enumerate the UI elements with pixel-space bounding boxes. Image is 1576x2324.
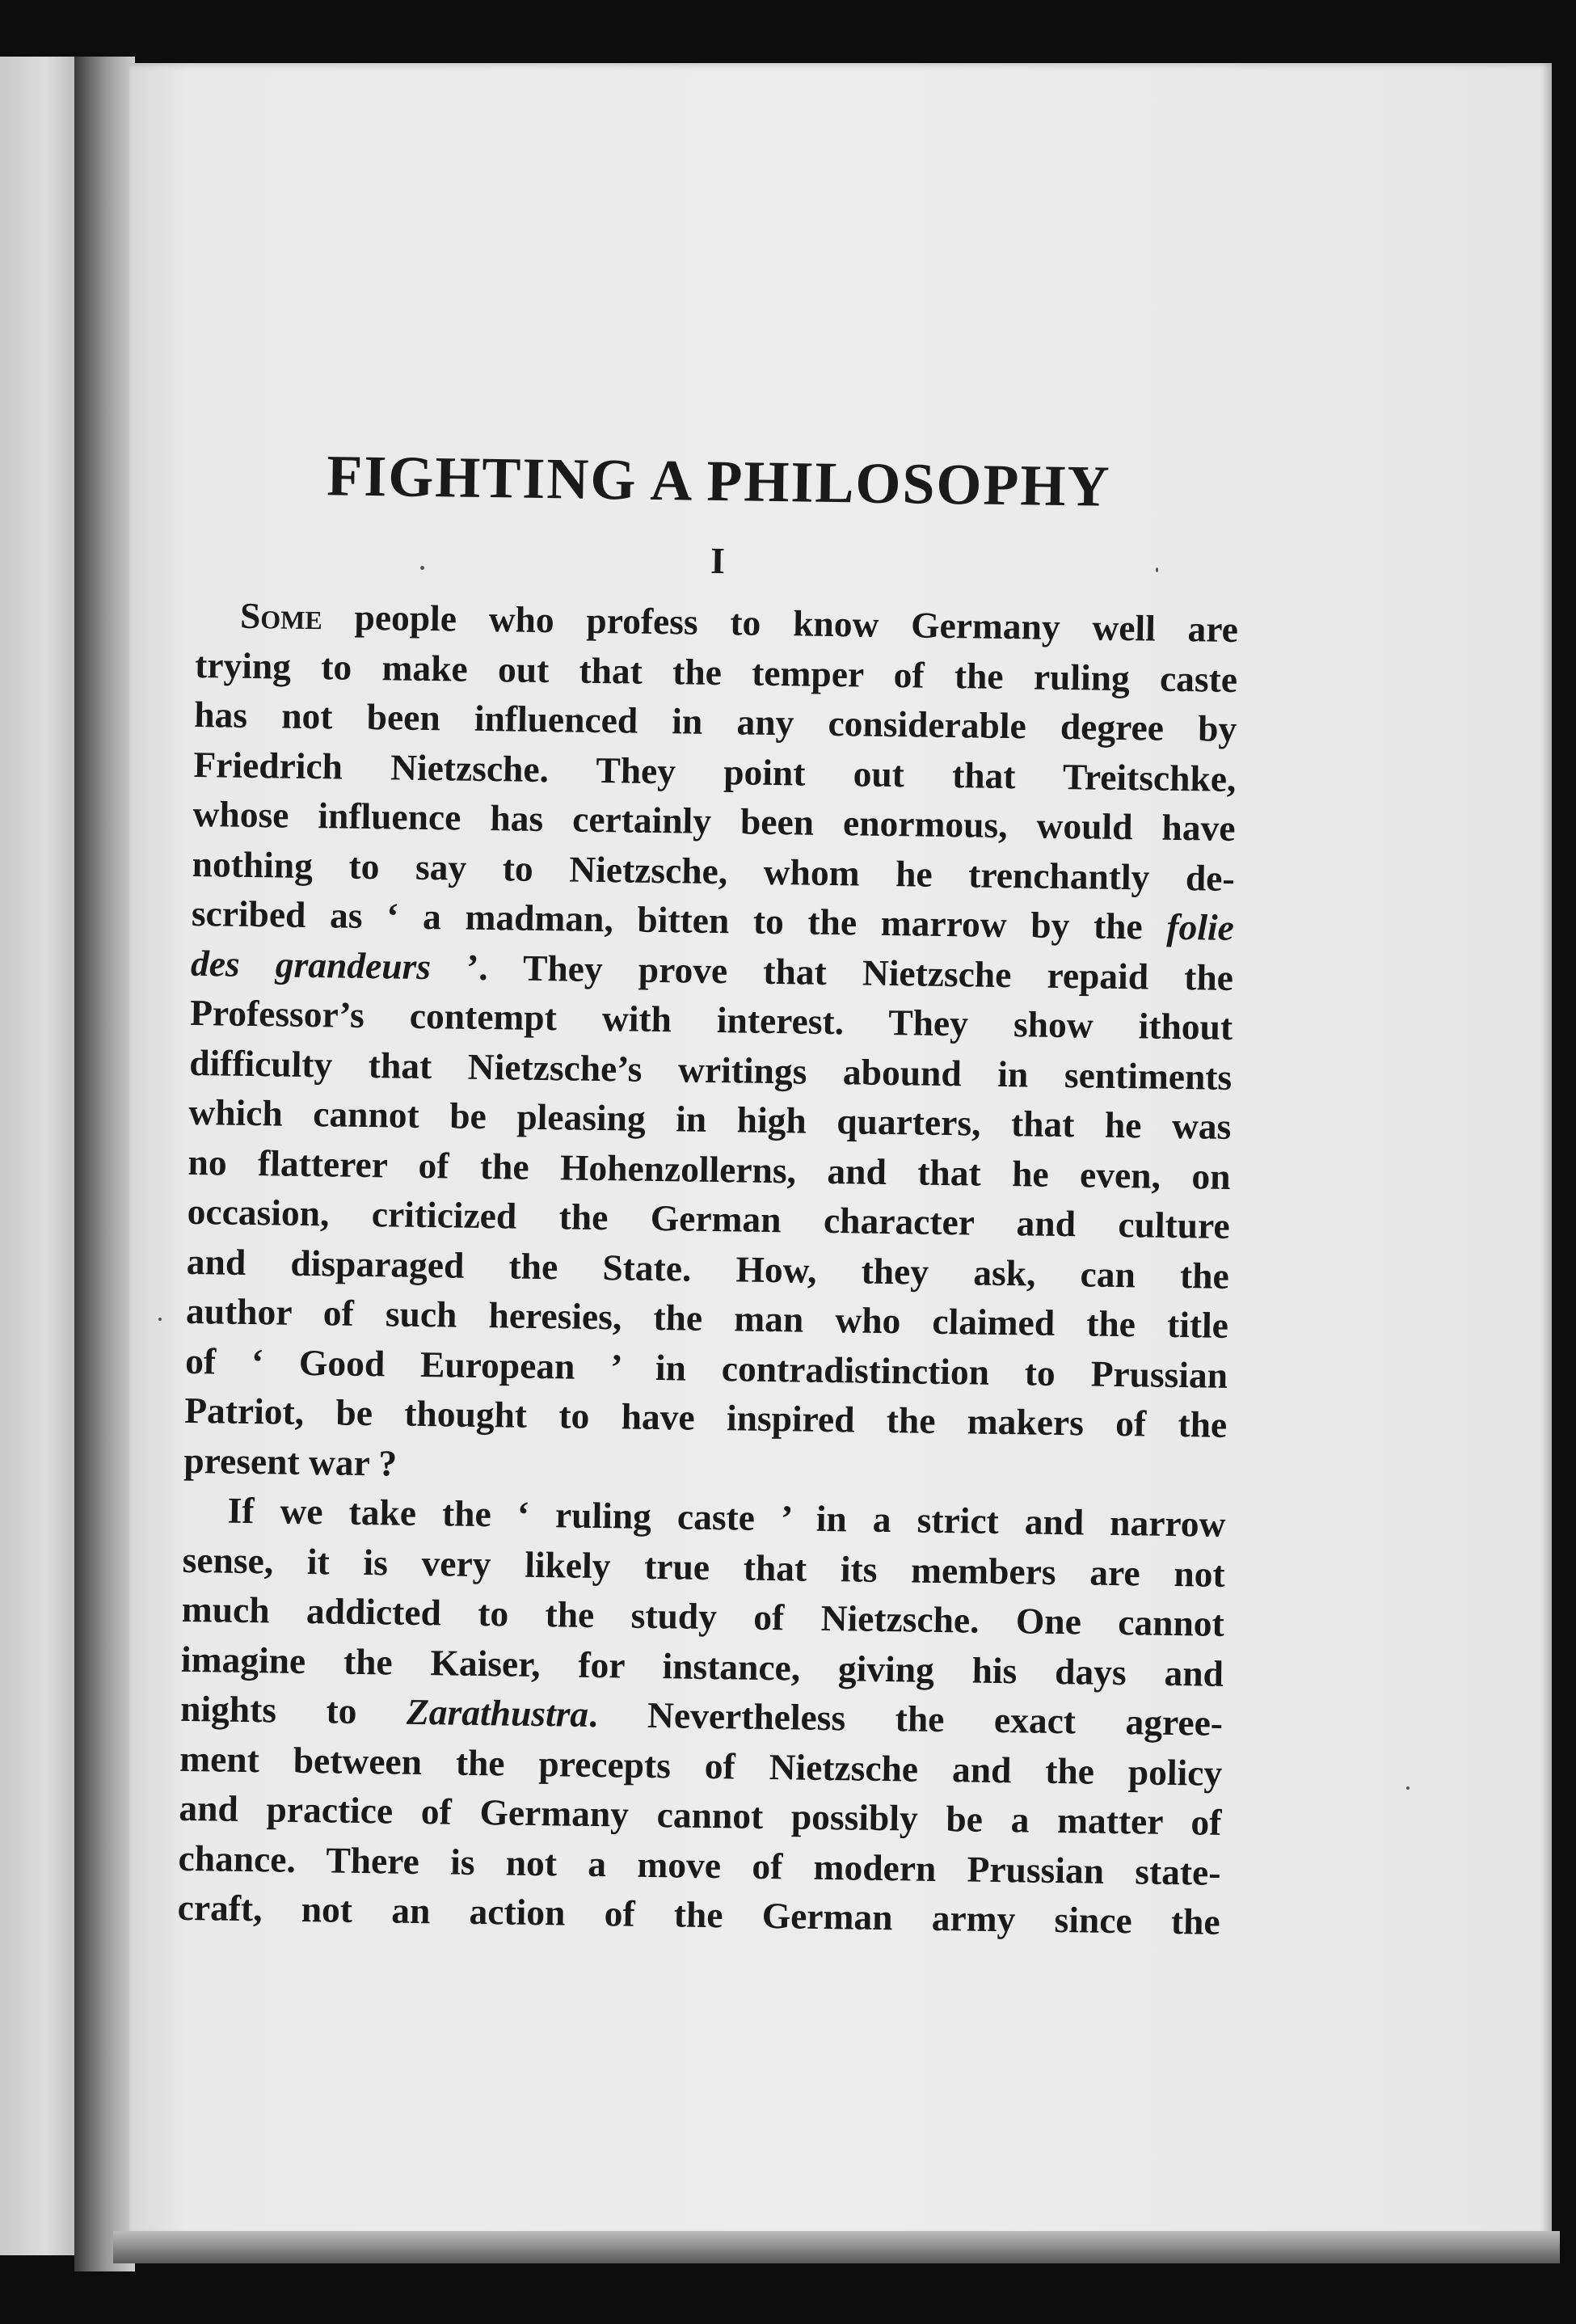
text-line: Patriot, be thought to have inspired the makers of the [183, 1389, 1228, 1445]
text-line: much addicted to the study of Nietzsche. One cannot [181, 1588, 1225, 1644]
text-line: Some people who profess to know Germany well are [239, 594, 1239, 650]
text-line: ment between the precepts of Nietzsche and the policy [179, 1737, 1223, 1794]
text-line: nights to Zarathustra. Nevertheless the exact agree- [179, 1687, 1224, 1744]
text-line: sense, it is very likely true that its members are not [182, 1538, 1225, 1595]
text-line: Friedrich Nietzsche. They point out that Treitschke, [193, 743, 1237, 799]
text-line: chance. There is not a move of modern Prussian state- [178, 1837, 1221, 1893]
text-line: of ‘ Good European ’ in contradistinction to Prussian [184, 1339, 1228, 1396]
text-line: nothing to say to Nietzsche, whom he trenchantly de- [192, 842, 1235, 899]
text-line: and disparaged the State. How, they ask, can the [186, 1240, 1230, 1297]
section-number: I [710, 539, 726, 582]
text-line: author of such heresies, the man who claimed the title [185, 1289, 1229, 1346]
text-line: If we take the ‘ ruling caste ’ in a strict and narrow [227, 1489, 1226, 1545]
text-line: no flatterer of the Hohenzollerns, and that he even, on [188, 1141, 1231, 1197]
print-speck [1406, 1786, 1410, 1790]
text-line: des grandeurs ’. They prove that Nietzsche repaid the [190, 942, 1234, 998]
text-line: difficulty that Nietzsche’s writings abound in sentiments [188, 1041, 1233, 1098]
text-line: occasion, criticized the German character and culture [187, 1190, 1230, 1246]
text-line: scribed as ‘ a madman, bitten to the marrow by the folie [191, 892, 1235, 948]
page-bottom-edge [113, 2231, 1560, 2263]
previous-page-edge [0, 57, 77, 2255]
text-line: imagine the Kaiser, for instance, giving his days and [180, 1638, 1224, 1694]
text-line: present war ? [183, 1439, 398, 1484]
text-line: Professor’s contempt with interest. They show ithout [189, 991, 1233, 1048]
text-line: which cannot be pleasing in high quarters, that he was [188, 1090, 1232, 1147]
binding-gutter [74, 57, 135, 2271]
paragraph-2 [177, 1485, 1226, 1947]
chapter-title: FIGHTING A PHILOSOPHY [326, 443, 1112, 519]
print-speck [158, 1318, 162, 1321]
text-line: trying to make out that the temper of the ruling caste [194, 643, 1238, 700]
text-line: and practice of Germany cannot possibly be a matter of [179, 1786, 1222, 1843]
page-text [177, 445, 1241, 1947]
text-line: whose influence has certainly been enormous, would have [192, 792, 1236, 849]
text-line: has not been influenced in any considerable degree by [193, 693, 1237, 749]
text-line: craft, not an action of the German army since the [177, 1886, 1220, 1942]
paragraph-1 [183, 590, 1238, 1499]
